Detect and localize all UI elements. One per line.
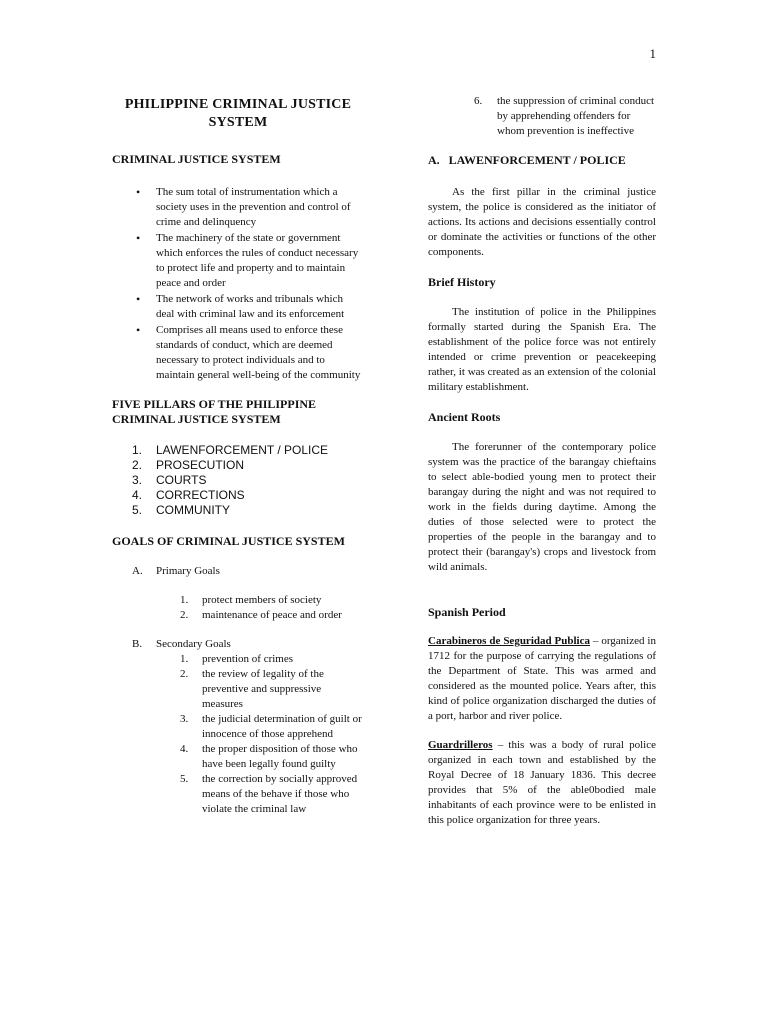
list-item bbox=[112, 503, 364, 518]
primary-goals-label bbox=[112, 564, 364, 579]
list-number: 5. bbox=[132, 503, 143, 517]
list-number: 5. bbox=[180, 773, 189, 785]
document-title: PHILIPPINE CRIMINAL JUSTICE SYSTEM bbox=[124, 97, 352, 130]
carabineros-term: Carabineros de Seguridad Publica bbox=[428, 635, 590, 647]
list-text: COMMUNITY bbox=[156, 503, 230, 517]
carabineros-text: – organized in 1712 for the purpose of carrying the regulations of the Department of State. This was armed and considered as the mounted police. Years after, this kind of police organization discharged the duties of a port, harbor and river police. bbox=[428, 635, 656, 722]
list-number: 6. bbox=[474, 95, 483, 107]
ancient-roots-paragraph: The forerunner of the contemporary police system was the practice of the barangay chieftains to select able-bodied young men to protect their barangay during the night and was not required to work in the fields during daytime. Among the duties of those selected were to protect the properties of the people in the barangay and to protect their (barangay's) crops and livestock from wild animals. bbox=[428, 441, 656, 573]
primary-goals-list bbox=[112, 593, 364, 623]
list-item bbox=[112, 742, 364, 772]
list-text: Secondary Goals bbox=[156, 638, 231, 650]
page-number: 1 bbox=[649, 46, 656, 61]
goals-heading: GOALS OF CRIMINAL JUSTICE SYSTEM bbox=[112, 534, 345, 548]
guardrilleros-paragraph bbox=[428, 738, 656, 828]
list-number: 4. bbox=[132, 488, 143, 502]
pillars-list bbox=[112, 443, 364, 518]
list-item bbox=[112, 473, 364, 488]
intro-paragraph: As the first pillar in the criminal justice system, the police is considered as the initiator of actions. Its actions and decisions essentially control or dominate the activities or functions of the other components. bbox=[428, 186, 656, 258]
list-text: the correction by socially approved means of the behave if those who violate the criminal law bbox=[202, 773, 358, 815]
guardrilleros-text: – this was a body of rural police organized in each town and established by the Royal Decree of 18 January 1836. This decree provides that 5% of the able0bodied male inhabitants of each province were to be enlisted in this police organization for three years. bbox=[428, 739, 656, 826]
list-text: the review of legality of the preventive and suppressive measures bbox=[202, 668, 324, 710]
list-letter: B. bbox=[132, 638, 143, 650]
secondary-goals-label bbox=[112, 637, 364, 652]
list-text: PROSECUTION bbox=[156, 458, 245, 472]
list-number: 2. bbox=[180, 609, 189, 621]
list-number: 1. bbox=[132, 443, 143, 457]
pillars-heading: FIVE PILLARS OF THE PHILIPPINE CRIMINAL JUSTICE SYSTEM bbox=[112, 397, 317, 426]
list-item bbox=[428, 94, 656, 139]
spanish-period-heading: Spanish Period bbox=[428, 605, 506, 619]
list-item bbox=[112, 712, 364, 742]
list-item bbox=[112, 652, 364, 667]
list-item bbox=[112, 488, 364, 503]
list-number: 1. bbox=[180, 594, 189, 606]
list-number: 2. bbox=[180, 668, 189, 680]
ancient-roots-heading: Ancient Roots bbox=[428, 410, 501, 424]
list-item bbox=[112, 772, 364, 817]
list-text: the suppression of criminal conduct by apprehending offenders for whom prevention is ineffective bbox=[497, 95, 655, 137]
list-text: the judicial determination of guilt or innocence of those apprehend bbox=[202, 713, 362, 740]
list-text: LAWENFORCEMENT / POLICE bbox=[156, 443, 329, 457]
list-item bbox=[112, 593, 364, 608]
section-heading-law-enforcement: A. LAWENFORCEMENT / POLICE bbox=[428, 153, 626, 167]
carabineros-paragraph bbox=[428, 634, 656, 724]
list-item: • The sum total of instrumentation which a society uses in the prevention and control of crime and delinquency bbox=[112, 185, 364, 230]
secondary-goals-list-continued bbox=[428, 94, 656, 139]
list-item: • The network of works and tribunals which deal with criminal law and its enforcement bbox=[112, 292, 364, 322]
list-number: 3. bbox=[132, 473, 143, 487]
list-number: 2. bbox=[132, 458, 143, 472]
list-number: 3. bbox=[180, 713, 189, 725]
list-text: Primary Goals bbox=[156, 565, 220, 577]
cjs-bullet-list bbox=[112, 185, 364, 383]
right-column bbox=[428, 94, 656, 828]
list-item bbox=[112, 458, 364, 473]
list-item bbox=[112, 608, 364, 623]
guardrilleros-term: Guardrilleros bbox=[428, 739, 493, 751]
list-text: the proper disposition of those who have been legally found guilty bbox=[202, 743, 358, 770]
list-item: • Comprises all means used to enforce these standards of conduct, which are deemed necessary to protect individuals and to maintain general well-being of the community bbox=[112, 323, 364, 383]
list-item bbox=[112, 443, 364, 458]
list-number: 4. bbox=[180, 743, 189, 755]
secondary-goals-list bbox=[112, 652, 364, 817]
list-text: CORRECTIONS bbox=[156, 488, 245, 502]
list-number: 1. bbox=[180, 653, 189, 665]
list-item bbox=[112, 667, 364, 712]
left-column bbox=[112, 96, 364, 817]
list-text: maintenance of peace and order bbox=[202, 609, 342, 621]
list-text: protect members of society bbox=[202, 594, 322, 606]
brief-history-heading: Brief History bbox=[428, 275, 496, 289]
list-text: prevention of crimes bbox=[202, 653, 294, 665]
cjs-heading: CRIMINAL JUSTICE SYSTEM bbox=[112, 152, 281, 166]
list-letter: A. bbox=[132, 565, 143, 577]
list-text: COURTS bbox=[156, 473, 207, 487]
brief-history-paragraph: The institution of police in the Philippines formally started during the Spanish Era. The establishment of the police force was not entirely intended or crime prevention or peacekeeping rather, it was created as an extension of the colonial military establishment. bbox=[428, 306, 656, 393]
list-item: • The machinery of the state or government which enforces the rules of conduct necessary to protect life and property and to maintain peace and order bbox=[112, 231, 364, 291]
